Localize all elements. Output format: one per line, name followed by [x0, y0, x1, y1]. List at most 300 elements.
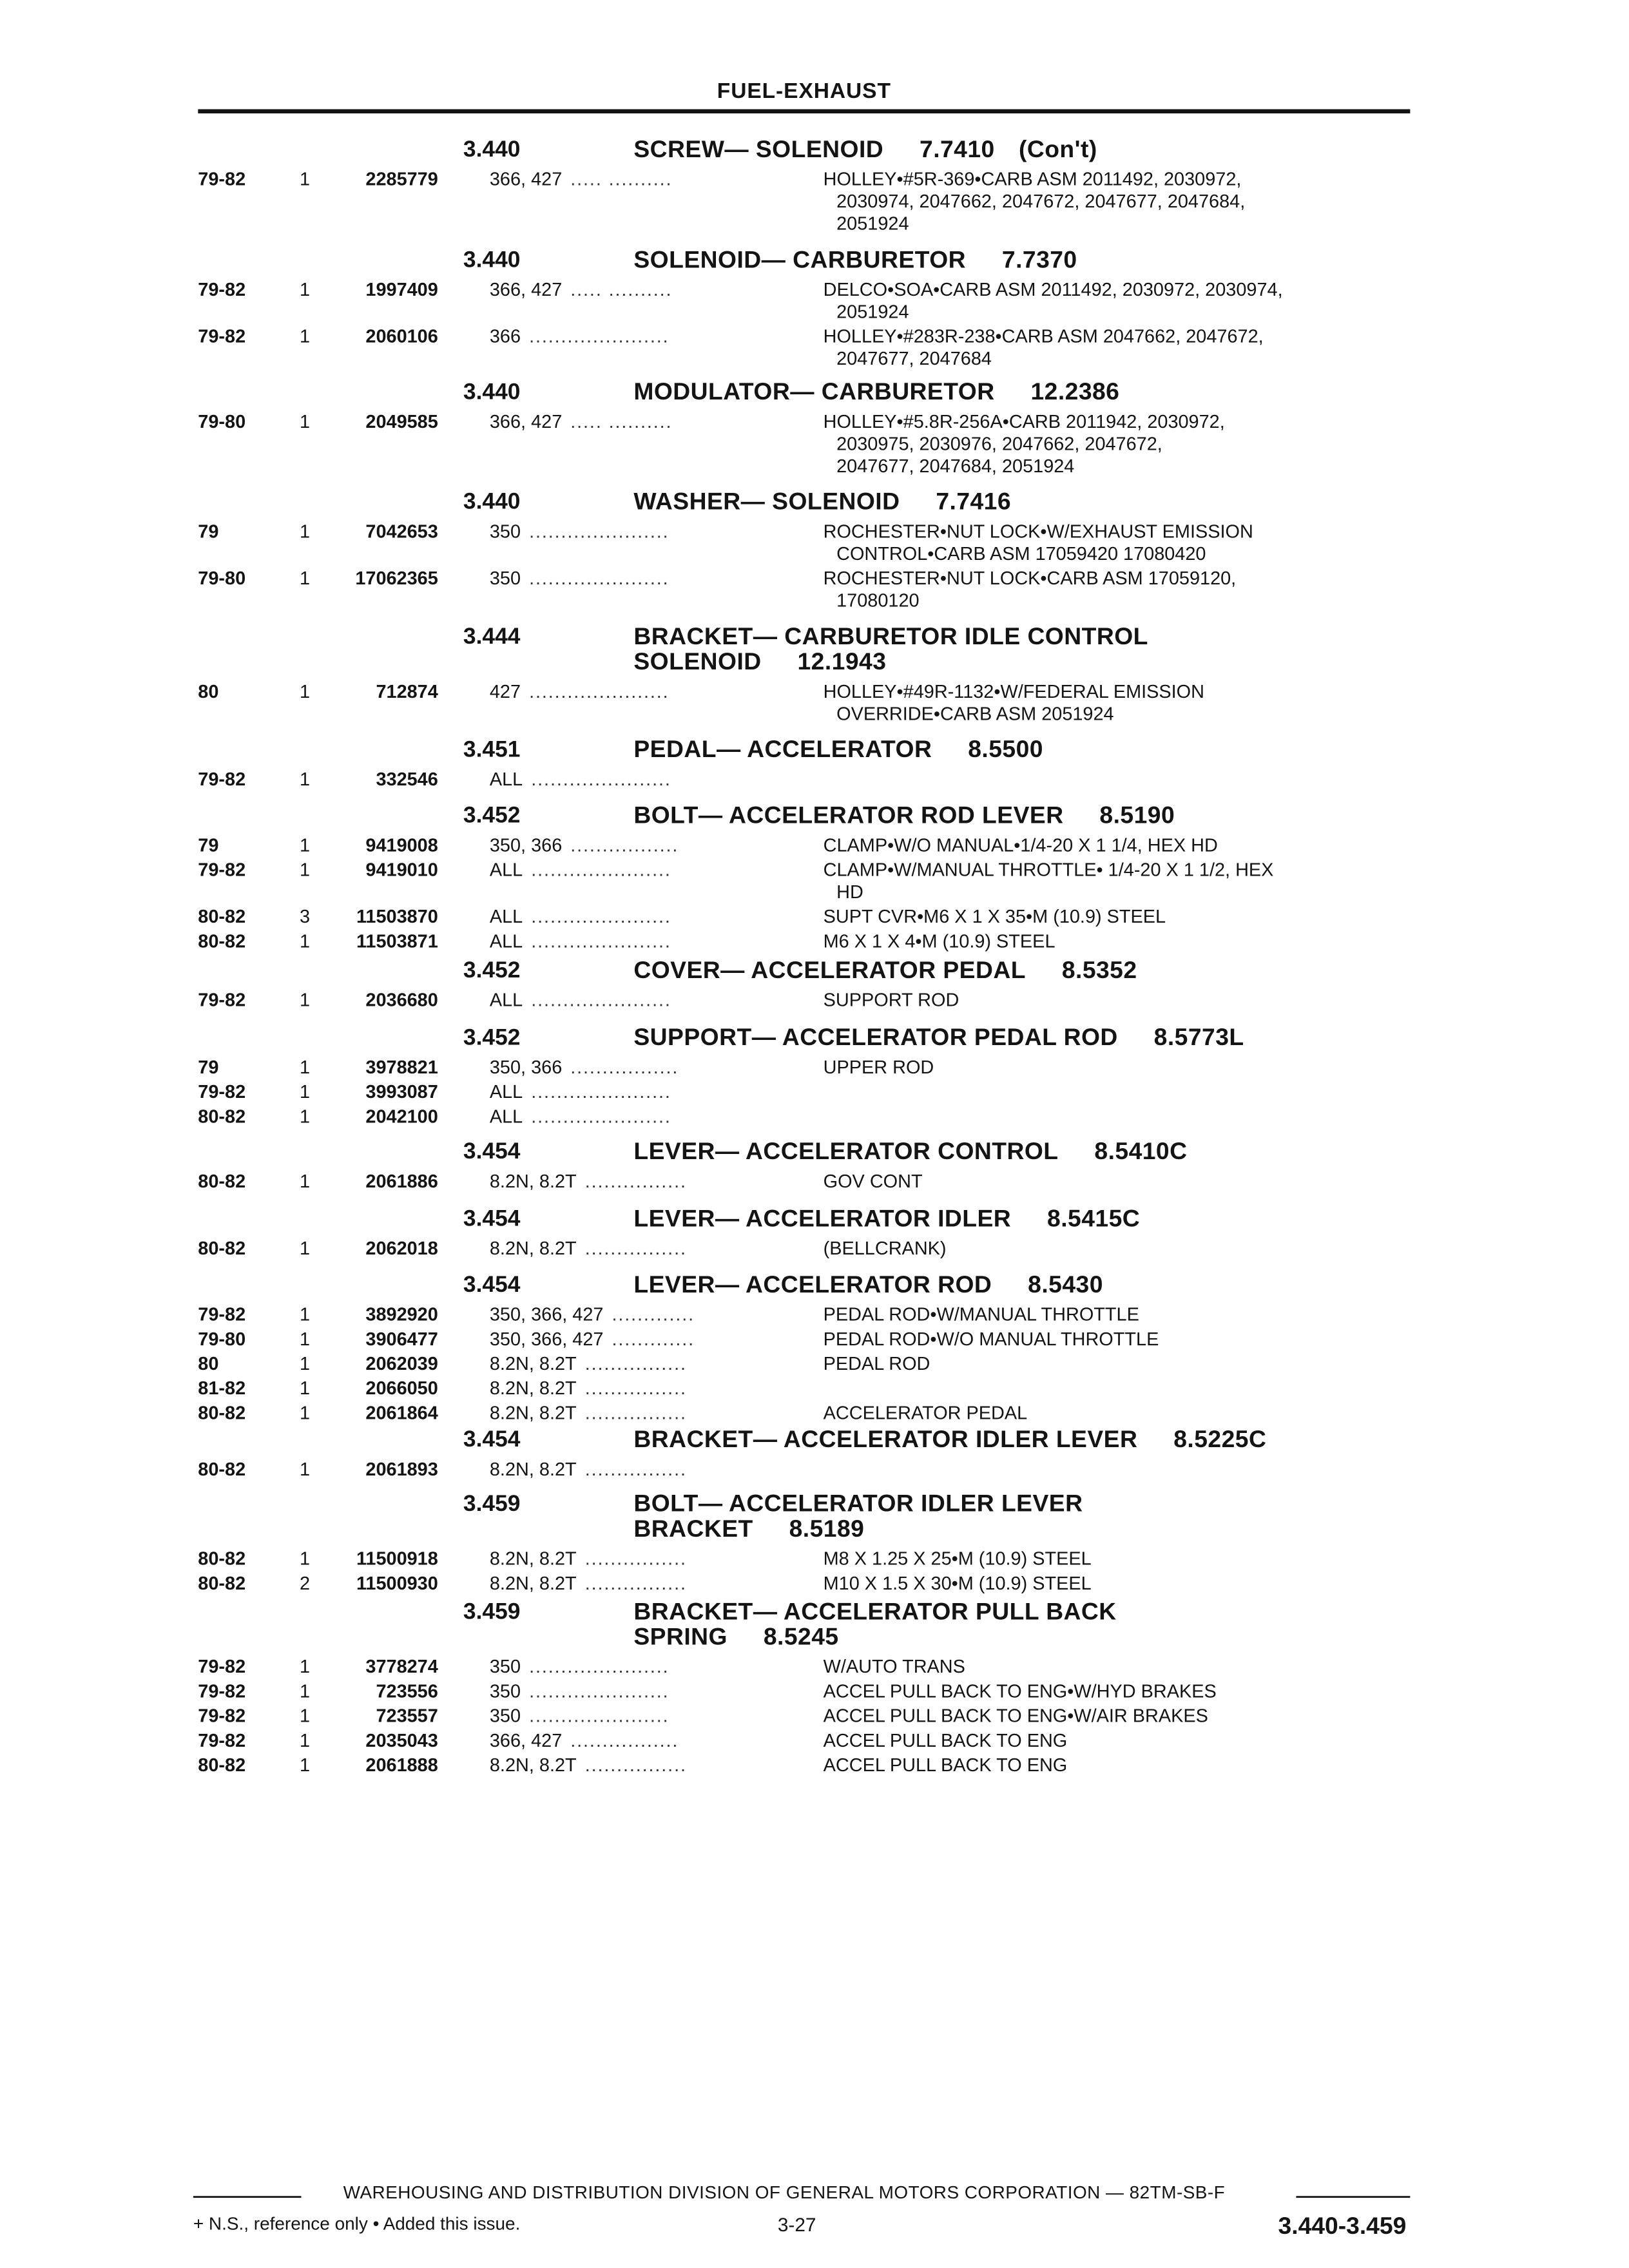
- part-description: [824, 680, 1204, 725]
- part-description: [824, 1655, 965, 1677]
- dot-leader: ................: [584, 1754, 687, 1776]
- description-line: SUPPORT ROD: [823, 989, 959, 1011]
- quantity: 1: [300, 768, 311, 790]
- engine-application: [490, 1401, 808, 1423]
- part-number: 9419010: [365, 859, 438, 881]
- engine-text: 366, 427: [489, 279, 563, 300]
- part-description: [824, 834, 1218, 856]
- dot-leader: .................: [570, 1056, 679, 1078]
- part-description: [824, 1328, 1159, 1350]
- section-title-line: [633, 624, 1148, 649]
- model-years: 80-82: [198, 1548, 246, 1570]
- dot-leader: ......................: [531, 1106, 671, 1127]
- description-line: ACCEL PULL BACK TO ENG: [823, 1754, 1068, 1776]
- description-line: UPPER ROD: [823, 1056, 934, 1078]
- part-number: 17062365: [355, 567, 438, 589]
- dot-leader: ......................: [531, 768, 671, 790]
- section-title: [633, 1491, 1083, 1541]
- model-years: 79-82: [198, 1705, 246, 1727]
- model-years: 80-82: [198, 1402, 246, 1423]
- description-line: HOLLEY•#283R-238•CARB ASM 2047662, 2047672,: [823, 325, 1264, 347]
- group-code: 7.7370: [1001, 246, 1077, 273]
- part-number: 2036680: [365, 989, 438, 1011]
- quantity: 3: [300, 906, 311, 927]
- quantity: 1: [300, 1458, 311, 1480]
- part-number: 11500918: [356, 1548, 438, 1570]
- engine-text: 8.2N, 8.2T: [489, 1170, 577, 1192]
- model-years: 79-82: [198, 989, 246, 1011]
- description-line: ROCHESTER•NUT LOCK•CARB ASM 17059120,: [823, 567, 1237, 589]
- section-title-line: [633, 380, 1119, 405]
- part-description: [824, 567, 1237, 611]
- section-number: 3.454: [463, 1139, 521, 1164]
- part-number: 723556: [376, 1680, 438, 1702]
- part-description: [824, 1754, 1068, 1776]
- engine-application: [490, 1328, 808, 1350]
- model-years: 79-82: [198, 1303, 246, 1325]
- part-description: [824, 930, 1055, 952]
- part-number: 3892920: [365, 1303, 438, 1325]
- quantity: 1: [300, 521, 311, 542]
- quantity: 1: [300, 1548, 311, 1570]
- description-line: M10 X 1.5 X 30•M (10.9) STEEL: [823, 1572, 1092, 1594]
- dot-leader: ......................: [529, 1656, 670, 1677]
- section-title-line: [633, 1491, 1083, 1516]
- group-code: 12.1943: [797, 648, 887, 675]
- quantity: 1: [300, 1106, 311, 1127]
- dot-leader: ......................: [531, 906, 671, 927]
- part-number: 3978821: [365, 1056, 438, 1078]
- section-title-text: SUPPORT— ACCELERATOR PEDAL ROD: [633, 1024, 1118, 1051]
- description-line: 2030974, 2047662, 2047672, 2047677, 2047684,: [836, 191, 1246, 212]
- part-number: 2062018: [365, 1238, 438, 1259]
- group-code: 8.5225C: [1173, 1426, 1267, 1453]
- model-years: 79-82: [198, 325, 246, 347]
- quantity: 1: [300, 989, 311, 1011]
- description-line: CONTROL•CARB ASM 17059420 17080420: [836, 543, 1206, 564]
- section-title: [633, 1206, 1140, 1231]
- dot-leader: ................: [584, 1572, 687, 1594]
- engine-text: 366: [489, 325, 521, 347]
- engine-text: ALL: [489, 768, 523, 790]
- section-title-text: BRACKET: [633, 1515, 753, 1542]
- quantity: 1: [300, 1402, 311, 1423]
- engine-text: ALL: [489, 859, 523, 881]
- model-years: 80-82: [198, 1106, 246, 1127]
- section-title-line: [633, 489, 1011, 514]
- quantity: 1: [300, 1378, 311, 1399]
- part-number: 2061893: [365, 1458, 438, 1480]
- engine-text: ALL: [489, 930, 523, 952]
- quantity: 1: [300, 930, 311, 952]
- quantity: 1: [300, 1656, 311, 1677]
- part-number: 2049585: [365, 410, 438, 432]
- group-code: 8.5190: [1099, 802, 1175, 829]
- engine-text: 350, 366: [489, 1056, 563, 1078]
- quantity: 1: [300, 859, 311, 881]
- part-number: 2042100: [365, 1106, 438, 1127]
- section-title-text: BOLT— ACCELERATOR IDLER LEVER: [633, 1490, 1083, 1517]
- engine-application: [490, 768, 808, 790]
- section-title: [633, 137, 1097, 162]
- page-title: FUEL-EXHAUST: [717, 78, 891, 103]
- section-title-line: [633, 137, 1097, 162]
- section-title-line: [633, 1272, 1103, 1297]
- dot-leader: ..... ..........: [570, 168, 673, 190]
- engine-application: [490, 1237, 808, 1259]
- dot-leader: ................: [584, 1548, 687, 1570]
- part-description: [824, 1680, 1217, 1702]
- engine-application: [490, 859, 808, 881]
- engine-application: [490, 1170, 808, 1192]
- engine-application: [490, 278, 808, 300]
- engine-text: 350: [489, 1656, 521, 1677]
- section-number: 3.459: [463, 1599, 521, 1624]
- section-title-text: LEVER— ACCELERATOR CONTROL: [633, 1138, 1059, 1165]
- engine-text: ALL: [489, 1081, 523, 1102]
- quantity: 1: [300, 1754, 311, 1776]
- dot-leader: ................: [584, 1378, 687, 1399]
- dot-leader: ................: [584, 1352, 687, 1374]
- engine-application: [490, 1729, 808, 1751]
- section-number: 3.452: [463, 1024, 521, 1050]
- footer-rule-left: [193, 2196, 302, 2198]
- description-line: PEDAL ROD•W/O MANUAL THROTTLE: [823, 1328, 1159, 1350]
- part-description: [824, 1237, 947, 1259]
- section-number: 3.451: [463, 736, 521, 762]
- section-title-text: BOLT— ACCELERATOR ROD LEVER: [633, 802, 1064, 829]
- description-line: 2051924: [836, 301, 909, 323]
- model-years: 79-80: [198, 1328, 246, 1350]
- engine-application: [490, 930, 808, 952]
- section-number: 3.440: [463, 137, 521, 162]
- section-title-line: [633, 803, 1175, 828]
- quantity: 1: [300, 1056, 311, 1078]
- part-description: [824, 905, 1166, 927]
- engine-text: 8.2N, 8.2T: [489, 1238, 577, 1259]
- engine-text: 8.2N, 8.2T: [489, 1458, 577, 1480]
- part-number: 2062039: [365, 1352, 438, 1374]
- dot-leader: ......................: [529, 521, 670, 542]
- section-title: [633, 1427, 1266, 1452]
- part-number: 2060106: [365, 325, 438, 347]
- model-years: 79-82: [198, 1680, 246, 1702]
- description-line: ACCEL PULL BACK TO ENG•W/AIR BRAKES: [823, 1705, 1208, 1727]
- engine-text: 350, 366: [489, 834, 563, 856]
- section-number: 3.454: [463, 1272, 521, 1298]
- part-description: [824, 1056, 934, 1078]
- section-title: [633, 1599, 1116, 1649]
- description-line: GOV CONT: [823, 1170, 923, 1192]
- description-line: (BELLCRANK): [823, 1238, 947, 1259]
- continued-label: (Con't): [1018, 136, 1097, 163]
- engine-text: 8.2N, 8.2T: [489, 1402, 577, 1423]
- model-years: 79-82: [198, 859, 246, 881]
- dot-leader: .................: [570, 834, 679, 856]
- dot-leader: ......................: [531, 1081, 671, 1102]
- engine-text: 350: [489, 1705, 521, 1727]
- dot-leader: ......................: [529, 680, 670, 702]
- part-number: 2061864: [365, 1402, 438, 1423]
- section-title-line: [633, 1206, 1140, 1231]
- section-title-line: [633, 1624, 1116, 1649]
- section-range: 3.440-3.459: [1278, 2213, 1407, 2240]
- section-number: 3.440: [463, 488, 521, 515]
- engine-application: [490, 520, 808, 542]
- group-code: 8.5352: [1061, 957, 1137, 984]
- group-code: 8.5245: [763, 1623, 839, 1650]
- model-years: 81-82: [198, 1378, 246, 1399]
- part-number: 2285779: [365, 168, 438, 190]
- description-line: SUPT CVR•M6 X 1 X 35•M (10.9) STEEL: [823, 906, 1166, 927]
- section-title: [633, 1139, 1187, 1164]
- engine-text: 427: [489, 680, 521, 702]
- dot-leader: ......................: [529, 567, 670, 589]
- part-description: [824, 1705, 1208, 1727]
- quantity: 1: [300, 834, 311, 856]
- quantity: 2: [300, 1572, 311, 1594]
- part-description: [824, 1352, 930, 1374]
- section-title-text: LEVER— ACCELERATOR ROD: [633, 1271, 992, 1298]
- dot-leader: ......................: [531, 930, 671, 952]
- description-line: 2047677, 2047684: [836, 348, 992, 369]
- engine-text: 366, 427: [489, 168, 563, 190]
- model-years: 80-82: [198, 1572, 246, 1594]
- description-line: ACCEL PULL BACK TO ENG: [823, 1729, 1068, 1751]
- engine-application: [490, 168, 808, 190]
- engine-text: 8.2N, 8.2T: [489, 1754, 577, 1776]
- part-number: 2061886: [365, 1170, 438, 1192]
- engine-text: 366, 427: [489, 1729, 563, 1751]
- quantity: 1: [300, 1729, 311, 1751]
- engine-text: 8.2N, 8.2T: [489, 1548, 577, 1570]
- engine-application: [490, 1352, 808, 1374]
- dot-leader: .................: [570, 1729, 679, 1751]
- engine-application: [490, 905, 808, 927]
- description-line: DELCO•SOA•CARB ASM 2011492, 2030972, 2030974,: [823, 279, 1283, 300]
- part-description: [824, 325, 1264, 370]
- engine-application: [490, 1081, 808, 1102]
- model-years: 80-82: [198, 1458, 246, 1480]
- description-line: M8 X 1.25 X 25•M (10.9) STEEL: [823, 1548, 1092, 1570]
- description-line: PEDAL ROD: [823, 1352, 930, 1374]
- section-number: 3.459: [463, 1491, 521, 1517]
- description-line: W/AUTO TRANS: [823, 1656, 965, 1677]
- footer-note: + N.S., reference only • Added this issue.: [193, 2214, 521, 2234]
- engine-text: 8.2N, 8.2T: [489, 1572, 577, 1594]
- engine-text: 8.2N, 8.2T: [489, 1352, 577, 1374]
- part-description: [824, 1548, 1092, 1570]
- engine-application: [490, 1303, 808, 1325]
- part-number: 332546: [376, 768, 438, 790]
- quantity: 1: [300, 168, 311, 190]
- footer-organization: WAREHOUSING AND DISTRIBUTION DIVISION OF GENERAL MOTORS CORPORATION — 82TM-SB-F: [343, 2182, 1226, 2203]
- section-number: 3.454: [463, 1206, 521, 1231]
- engine-text: 350, 366, 427: [489, 1303, 604, 1325]
- group-code: 8.5415C: [1047, 1205, 1141, 1232]
- model-years: 80: [198, 680, 219, 702]
- section-title-text: MODULATOR— CARBURETOR: [633, 378, 995, 405]
- model-years: 79-82: [198, 168, 246, 190]
- section-title: [633, 1025, 1244, 1050]
- description-line: HOLLEY•#5.8R-256A•CARB 2011942, 2030972,: [823, 410, 1225, 432]
- quantity: 1: [300, 1680, 311, 1702]
- model-years: 79-80: [198, 567, 246, 589]
- description-line: PEDAL ROD•W/MANUAL THROTTLE: [823, 1303, 1139, 1325]
- description-line: 2030975, 2030976, 2047662, 2047672,: [836, 433, 1162, 454]
- engine-application: [490, 834, 808, 856]
- group-code: 7.7410: [920, 136, 995, 163]
- part-number: 1997409: [365, 279, 438, 300]
- section-title: [633, 247, 1077, 273]
- part-number: 2061888: [365, 1754, 438, 1776]
- engine-application: [490, 1754, 808, 1776]
- section-title: [633, 489, 1011, 514]
- part-description: [824, 989, 959, 1011]
- group-code: 7.7416: [936, 488, 1012, 515]
- section-title-line: [633, 957, 1137, 983]
- quantity: 1: [300, 410, 311, 432]
- section-title-text: COVER— ACCELERATOR PEDAL: [633, 957, 1026, 984]
- part-number: 2035043: [365, 1729, 438, 1751]
- dot-leader: ................: [584, 1170, 687, 1192]
- group-code: 8.5430: [1028, 1271, 1103, 1298]
- engine-application: [490, 1458, 808, 1480]
- engine-application: [490, 1548, 808, 1570]
- section-title-line: [633, 1599, 1116, 1624]
- model-years: 79-80: [198, 410, 246, 432]
- model-years: 80-82: [198, 930, 246, 952]
- dot-leader: ..... ..........: [570, 279, 673, 300]
- quantity: 1: [300, 1238, 311, 1259]
- part-description: [824, 1170, 923, 1192]
- quantity: 1: [300, 1352, 311, 1374]
- engine-application: [490, 1572, 808, 1594]
- dot-leader: ......................: [531, 989, 671, 1011]
- engine-text: 366, 427: [489, 410, 563, 432]
- section-title: [633, 737, 1043, 762]
- engine-text: 350: [489, 1680, 521, 1702]
- section-title-text: BRACKET— ACCELERATOR IDLER LEVER: [633, 1426, 1138, 1453]
- group-code: 8.5410C: [1094, 1138, 1188, 1165]
- model-years: 79-82: [198, 768, 246, 790]
- part-description: [824, 278, 1283, 323]
- engine-text: ALL: [489, 989, 523, 1011]
- dot-leader: ......................: [531, 859, 671, 881]
- group-code: 8.5773L: [1153, 1024, 1244, 1051]
- model-years: 80-82: [198, 1238, 246, 1259]
- section-title-text: SOLENOID: [633, 648, 762, 675]
- part-description: [824, 168, 1246, 235]
- section-number: 3.444: [463, 624, 521, 649]
- part-description: [824, 1303, 1139, 1325]
- quantity: 1: [300, 325, 311, 347]
- section-number: 3.454: [463, 1427, 521, 1452]
- part-description: [824, 1572, 1092, 1594]
- dot-leader: ................: [584, 1458, 687, 1480]
- engine-application: [490, 680, 808, 702]
- group-code: 8.5500: [968, 736, 1043, 763]
- engine-application: [490, 1705, 808, 1727]
- engine-text: ALL: [489, 906, 523, 927]
- engine-application: [490, 1056, 808, 1078]
- model-years: 79-82: [198, 279, 246, 300]
- description-line: OVERRIDE•CARB ASM 2051924: [836, 703, 1114, 724]
- section-title-line: [633, 1139, 1187, 1164]
- engine-application: [490, 410, 808, 432]
- quantity: 1: [300, 1705, 311, 1727]
- model-years: 79-82: [198, 1729, 246, 1751]
- model-years: 79: [198, 1056, 219, 1078]
- engine-application: [490, 1105, 808, 1127]
- description-line: HD: [836, 881, 863, 903]
- quantity: 1: [300, 1170, 311, 1192]
- engine-text: ALL: [489, 1106, 523, 1127]
- dot-leader: .............: [612, 1303, 695, 1325]
- section-number: 3.452: [463, 802, 521, 829]
- part-number: 3778274: [365, 1656, 438, 1677]
- section-title-text: WASHER— SOLENOID: [633, 488, 900, 515]
- engine-text: 350, 366, 427: [489, 1328, 604, 1350]
- description-line: M6 X 1 X 4•M (10.9) STEEL: [823, 930, 1055, 952]
- dot-leader: ......................: [529, 1705, 670, 1727]
- dot-leader: ................: [584, 1402, 687, 1423]
- engine-application: [490, 989, 808, 1011]
- part-description: [824, 1729, 1068, 1751]
- section-title: [633, 624, 1148, 674]
- part-description: [824, 520, 1253, 564]
- description-line: CLAMP•W/O MANUAL•1/4-20 X 1 1/4, HEX HD: [823, 834, 1218, 856]
- part-number: 7042653: [365, 521, 438, 542]
- dot-leader: ......................: [529, 325, 670, 347]
- description-line: 2051924: [836, 213, 909, 235]
- footer-rule-right: [1296, 2196, 1410, 2198]
- model-years: 79: [198, 521, 219, 542]
- dot-leader: ......................: [529, 1680, 670, 1702]
- description-line: HOLLEY•#49R-1132•W/FEDERAL EMISSION: [823, 680, 1204, 702]
- engine-application: [490, 1655, 808, 1677]
- section-title-line: [633, 649, 1148, 675]
- engine-application: [490, 567, 808, 589]
- section-title: [633, 957, 1137, 983]
- page-number: 3-27: [777, 2214, 816, 2236]
- section-title-text: SOLENOID— CARBURETOR: [633, 246, 967, 273]
- dot-leader: ................: [584, 1238, 687, 1259]
- engine-text: 8.2N, 8.2T: [489, 1378, 577, 1399]
- section-title-text: SPRING: [633, 1623, 728, 1650]
- quantity: 1: [300, 279, 311, 300]
- section-title: [633, 803, 1175, 828]
- dot-leader: ..... ..........: [570, 410, 673, 432]
- quantity: 1: [300, 1081, 311, 1102]
- quantity: 1: [300, 567, 311, 589]
- part-number: 723557: [376, 1705, 438, 1727]
- part-number: 11503871: [356, 930, 438, 952]
- engine-text: 350: [489, 521, 521, 542]
- section-number: 3.452: [463, 957, 521, 983]
- description-line: ACCELERATOR PEDAL: [823, 1402, 1028, 1423]
- part-number: 11503870: [356, 906, 438, 927]
- part-number: 3906477: [365, 1328, 438, 1350]
- dot-leader: .............: [612, 1328, 695, 1350]
- model-years: 80-82: [198, 1754, 246, 1776]
- part-number: 3993087: [365, 1081, 438, 1102]
- model-years: 79: [198, 834, 219, 856]
- description-line: ROCHESTER•NUT LOCK•W/EXHAUST EMISSION: [823, 521, 1253, 542]
- part-description: [824, 410, 1225, 477]
- engine-text: 350: [489, 567, 521, 589]
- section-title-line: [633, 737, 1043, 762]
